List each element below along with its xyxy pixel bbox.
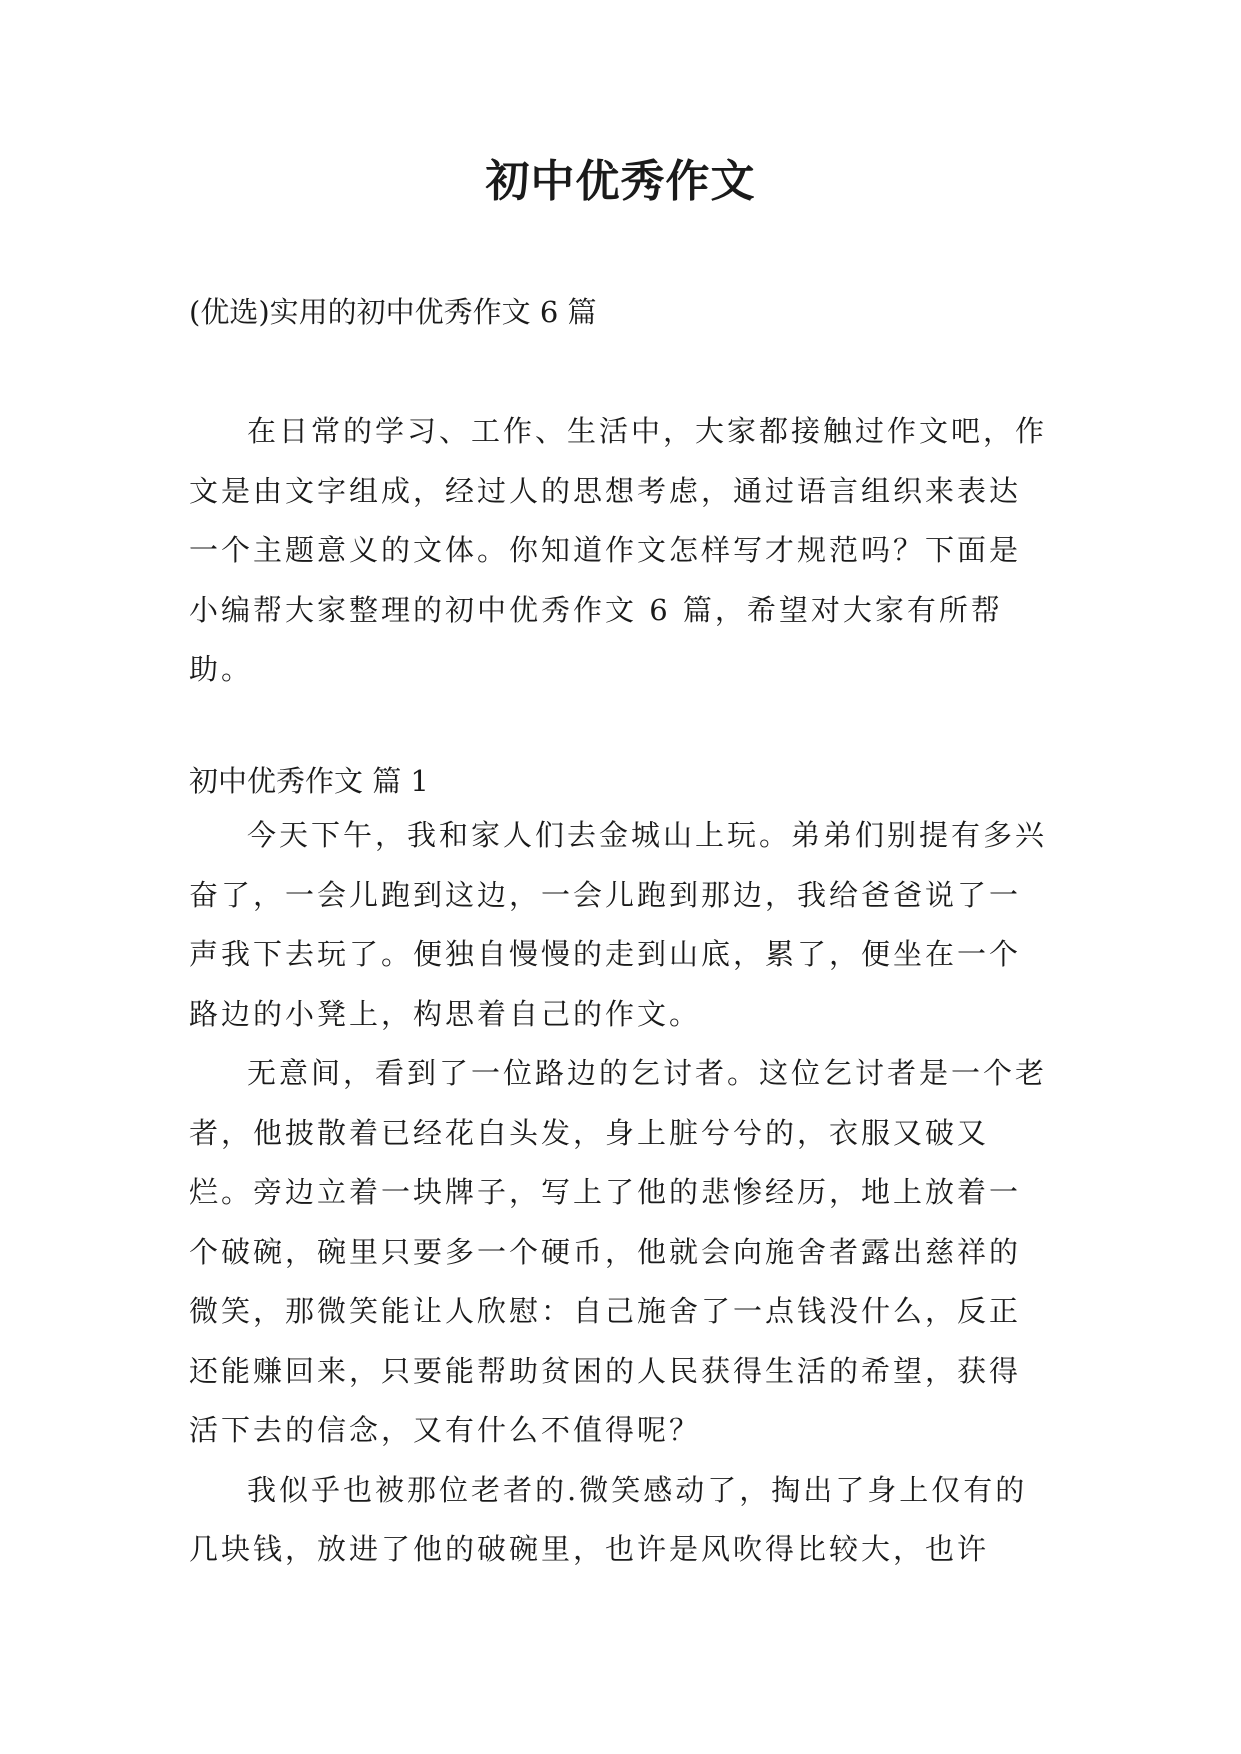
section-heading: 初中优秀作文 篇 1 xyxy=(189,764,429,798)
essay-paragraph-2: 无意间，看到了一位路边的乞讨者。这位乞讨者是一个老者，他披散着已经花白头发，身上脏兮兮的，衣服又破又烂。旁边立着一块牌子，写上了他的悲惨经历，地上放着一个破碗，碗里只要多一个硬币，他就会向施舍者露出慈祥的微笑，那微笑能让人欣慰：自己施舍了一点钱没什么，反正还能赚回来，只要能帮助贫困的人民获得生活的希望，获得活下去的信念，又有什么不值得呢？ xyxy=(189,1056,1048,1447)
intro-paragraph: 在日常的学习、工作、生活中，大家都接触过作文吧，作文是由文字组成，经过人的思想考虑，通过语言组织来表达一个主题意义的文体。你知道作文怎样写才规范吗？下面是小编帮大家整理的初中优秀作文 6 篇，希望对大家有所帮助。 xyxy=(189,414,1048,686)
intro-section xyxy=(189,402,1049,700)
essay-paragraph-1: 今天下午，我和家人们去金城山上玩。弟弟们别提有多兴奋了，一会儿跑到这边，一会儿跑到那边，我给爸爸说了一声我下去玩了。便独自慢慢的走到山底，累了，便坐在一个路边的小凳上，构思着自己的作文。 xyxy=(189,818,1048,1031)
document-subtitle: (优选)实用的初中优秀作文 6 篇 xyxy=(189,295,597,329)
essay-paragraph-3: 我似乎也被那位老者的.微笑感动了，掏出了身上仅有的几块钱，放进了他的破碗里，也许是风吹得比较大，也许 xyxy=(189,1472,1028,1566)
essay-body xyxy=(189,806,1049,1580)
document-title: 初中优秀作文 xyxy=(485,156,756,207)
